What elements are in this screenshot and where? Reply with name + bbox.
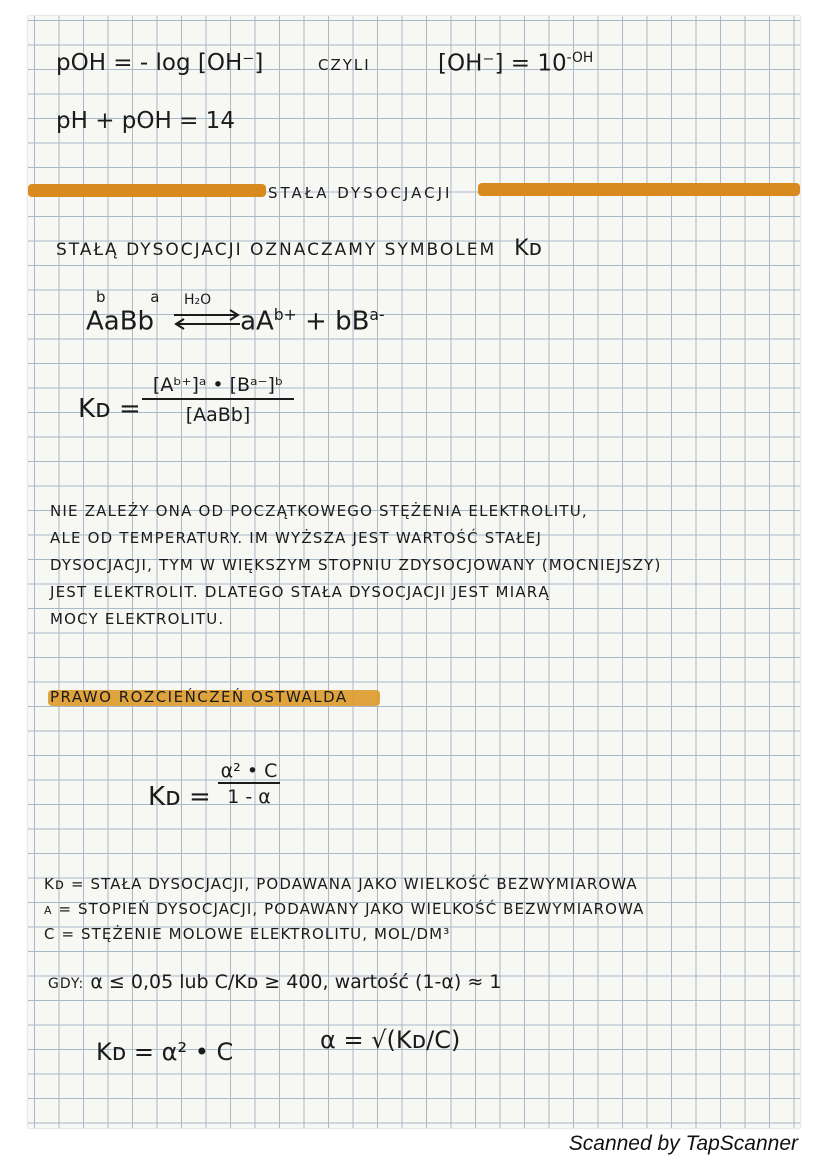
ostwald-numerator: α² • C [220,760,278,782]
oh-formula-base: [OH⁻] = 10 [438,50,567,77]
section1-highlight-left [28,184,266,197]
paragraph-line: JEST ELEKTROLIT. DLATEGO STAŁA DYSOCJACJI JEST MIARĄ [50,583,550,601]
ostwald-denominator: 1 - α [227,786,271,808]
paragraph-line: DYSOCJACJI, TYM W WIĘKSZYM STOPNIU ZDYSOCJOWANY (MOCNIEJSZY) [50,556,662,574]
definitions-list [44,872,645,947]
dissociation-reaction [86,306,385,337]
reaction-catalyst: H₂O [184,292,212,308]
ph-poh-sum: pH + pOH = 14 [56,108,235,134]
ostwald-label: Kᴅ = [148,782,211,812]
kd-denominator: [AaBb] [185,404,251,426]
ostwald-fraction [214,760,284,808]
condition-text: α ≤ 0,05 lub C/Kᴅ ≥ 400, wartość (1-α) ≈ 1 [90,971,502,993]
kd-equation-label: Kᴅ = [78,394,141,424]
section2-title: PRAWO ROZCIEŃCZEŃ OSTWALDA [50,688,348,706]
paragraph-line: ALE OD TEMPERATURY. IM WYŻSZA JEST WARTOŚĆ STAŁEJ [50,529,543,547]
reaction-product-a-charge: b+ [273,306,297,324]
poh-definition [56,50,263,76]
definition-item: C = STĘŻENIE MOLOWE ELEKTROLITU, MOL/DM³ [44,925,451,943]
reaction-product-b: + bB [305,306,370,337]
kd-fraction [138,374,298,426]
condition-line [48,971,501,993]
simplified-kd-formula: Kᴅ = α² • C [96,1038,234,1066]
oh-formula-exponent: -OH [566,50,594,66]
section1-highlight-right [478,183,800,196]
oh-concentration-formula [438,50,593,77]
kd-numerator: [Aᵇ⁺]ᵃ • [Bᵃ⁻]ᵇ [152,374,284,396]
paragraph-line: NIE ZALEŻY ONA OD POCZĄTKOWEGO STĘŻENIA ELEKTROLITU, [50,502,588,520]
section1-title: STAŁA DYSOCJACJI [268,184,453,202]
alpha-formula: α = √(Kᴅ/C) [320,1026,461,1054]
reaction-product-a: aA [240,306,274,337]
dissociation-paragraph [50,498,770,633]
notebook-page [28,16,800,1128]
poh-formula: pOH = - log [OH⁻] [56,50,264,76]
kd-symbol: Kᴅ [514,236,542,261]
symbol-sentence-line [56,236,542,261]
paragraph-line: MOCY ELEKTROLITU. [50,610,225,628]
reaction-product-b-charge: a- [369,306,385,324]
reaction-reactant: AaBb [86,306,155,337]
czyli-word: CZYLI [318,56,371,74]
symbol-sentence: STAŁĄ DYSOCJACJI OZNACZAMY SYMBOLEM [56,240,497,260]
definition-item: α = STOPIEŃ DYSOCJACJI, PODAWANY JAKO WIELKOŚĆ BEZWYMIAROWA [44,900,645,918]
scanner-watermark: Scanned by TapScanner [568,1132,798,1155]
reaction-stoich-indices: b a [96,288,180,306]
condition-prefix: GDY: [48,976,85,992]
definition-item: Kᴅ = STAŁA DYSOCJACJI, PODAWANA JAKO WIELKOŚĆ BEZWYMIAROWA [44,875,638,893]
